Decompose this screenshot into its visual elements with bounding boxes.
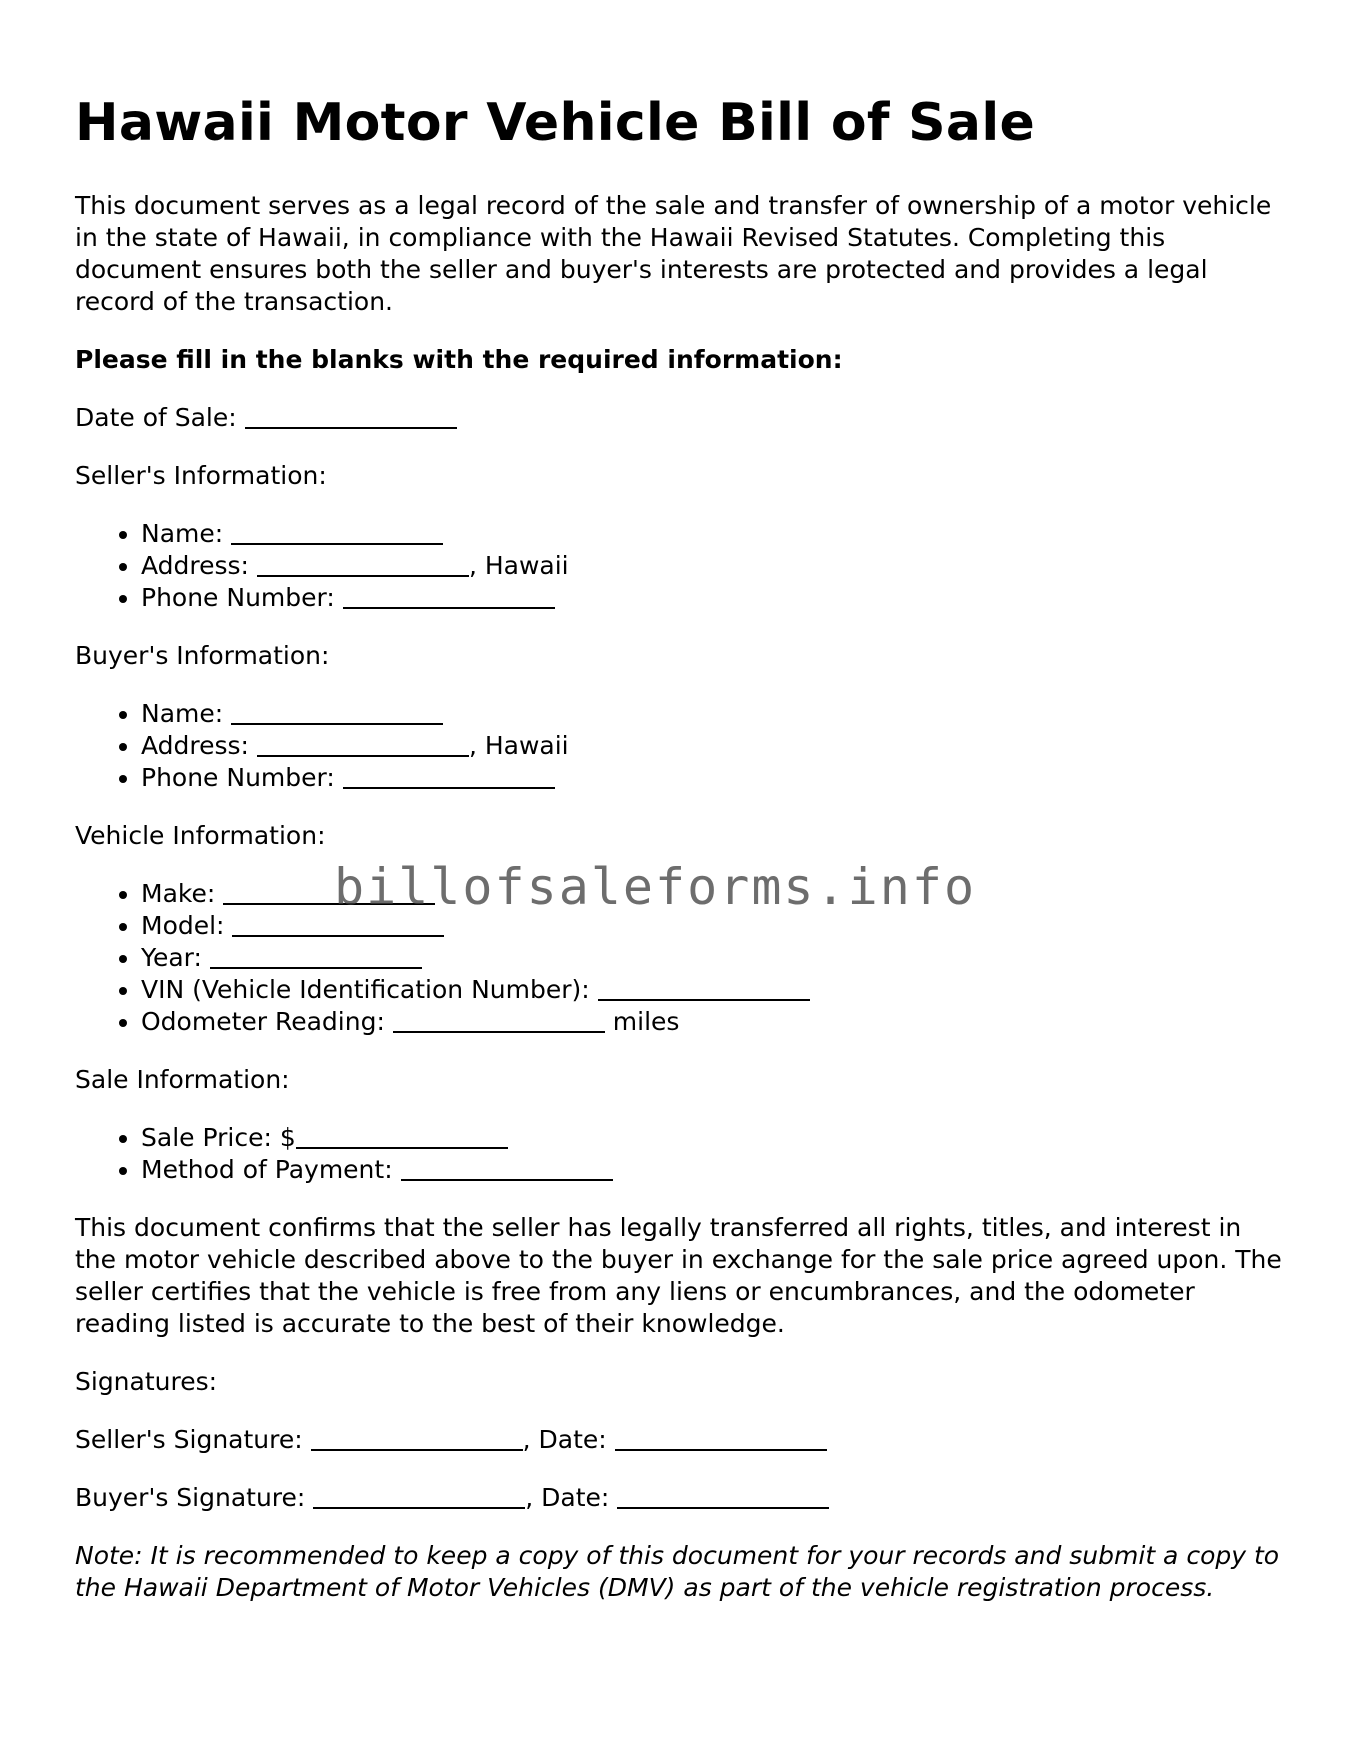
signatures-heading: Signatures: (75, 1367, 218, 1397)
closing-paragraph: This document confirms that the seller has legally transferred all rights, titles, and interest in the motor vehicle described above to the buyer in exchange for the sale price agreed upon. The seller certifies that the vehicle is free from any liens or encumbrances, and the odometer reading listed is accurate to the best of their knowledge. (75, 1213, 1282, 1339)
payment-method-blank[interactable] (401, 1155, 613, 1181)
list-item (141, 1006, 1285, 1038)
seller-date-label: , Date: (522, 1425, 607, 1455)
list-item (141, 1154, 1285, 1186)
sale-price-blank[interactable] (296, 1123, 508, 1149)
list-item (141, 762, 1285, 794)
seller-name-blank[interactable] (231, 519, 443, 545)
seller-name-label: Name: (141, 519, 224, 549)
seller-section-heading: Seller's Information: (75, 461, 327, 491)
seller-signature-blank[interactable] (311, 1425, 523, 1451)
list-item (141, 942, 1285, 974)
vehicle-vin-blank[interactable] (598, 975, 810, 1001)
vehicle-section-heading: Vehicle Information: (75, 821, 326, 851)
buyer-name-blank[interactable] (231, 699, 443, 725)
date-of-sale-label: Date of Sale: (75, 403, 237, 433)
buyer-section-heading: Buyer's Information: (75, 641, 330, 671)
date-of-sale-blank[interactable] (245, 403, 457, 429)
list-item (141, 1122, 1285, 1154)
buyer-phone-blank[interactable] (343, 763, 555, 789)
vehicle-model-label: Model: (141, 911, 225, 941)
vehicle-odometer-label: Odometer Reading: (141, 1007, 385, 1037)
buyer-date-label: , Date: (525, 1483, 610, 1513)
seller-date-blank[interactable] (615, 1425, 827, 1451)
seller-address-suffix: , Hawaii (468, 551, 569, 581)
seller-phone-label: Phone Number: (141, 583, 335, 613)
seller-info-list (75, 518, 1285, 614)
intro-paragraph: This document serves as a legal record of the sale and transfer of ownership of a motor vehicle in the state of Hawaii, in compliance with the Hawaii Revised Statutes. Completing this document ensures both the seller and buyer's interests are protected and provides a legal record of the transaction. (75, 191, 1272, 317)
document-page (75, 92, 1285, 1604)
list-item (141, 698, 1285, 730)
seller-address-blank[interactable] (257, 551, 469, 577)
sale-section-heading: Sale Information: (75, 1065, 290, 1095)
sale-info-list (75, 1122, 1285, 1186)
buyer-address-blank[interactable] (257, 731, 469, 757)
buyer-address-label: Address: (141, 731, 249, 761)
page-title: Hawaii Motor Vehicle Bill of Sale (75, 93, 1036, 153)
vehicle-vin-label: VIN (Vehicle Identification Number): (141, 975, 590, 1005)
buyer-name-label: Name: (141, 699, 224, 729)
payment-method-label: Method of Payment: (141, 1155, 393, 1185)
sale-price-label: Sale Price: $ (141, 1123, 296, 1153)
list-item (141, 518, 1285, 550)
vehicle-year-blank[interactable] (210, 943, 422, 969)
watermark-text: billofsaleforms.info (334, 858, 977, 916)
instruction-text: Please fill in the blanks with the required information: (75, 345, 843, 375)
list-item (141, 730, 1285, 762)
buyer-address-suffix: , Hawaii (468, 731, 569, 761)
vehicle-odometer-suffix: miles (612, 1007, 680, 1037)
buyer-phone-label: Phone Number: (141, 763, 335, 793)
seller-signature-label: Seller's Signature: (75, 1425, 303, 1455)
vehicle-year-label: Year: (141, 943, 202, 973)
seller-signature-line (75, 1424, 1285, 1456)
buyer-signature-blank[interactable] (313, 1483, 525, 1509)
seller-phone-blank[interactable] (343, 583, 555, 609)
buyer-date-blank[interactable] (617, 1483, 829, 1509)
date-of-sale-line (75, 402, 1285, 434)
vehicle-make-label: Make: (141, 879, 216, 909)
list-item (141, 974, 1285, 1006)
buyer-signature-label: Buyer's Signature: (75, 1483, 306, 1513)
list-item (141, 550, 1285, 582)
list-item (141, 582, 1285, 614)
seller-address-label: Address: (141, 551, 249, 581)
note-text: Note: It is recommended to keep a copy of this document for your records and submit a copy to the Hawaii Department of Motor Vehicles (DMV) as part of the vehicle registration process. (75, 1541, 1280, 1603)
buyer-info-list (75, 698, 1285, 794)
buyer-signature-line (75, 1482, 1285, 1514)
vehicle-odometer-blank[interactable] (393, 1007, 605, 1033)
